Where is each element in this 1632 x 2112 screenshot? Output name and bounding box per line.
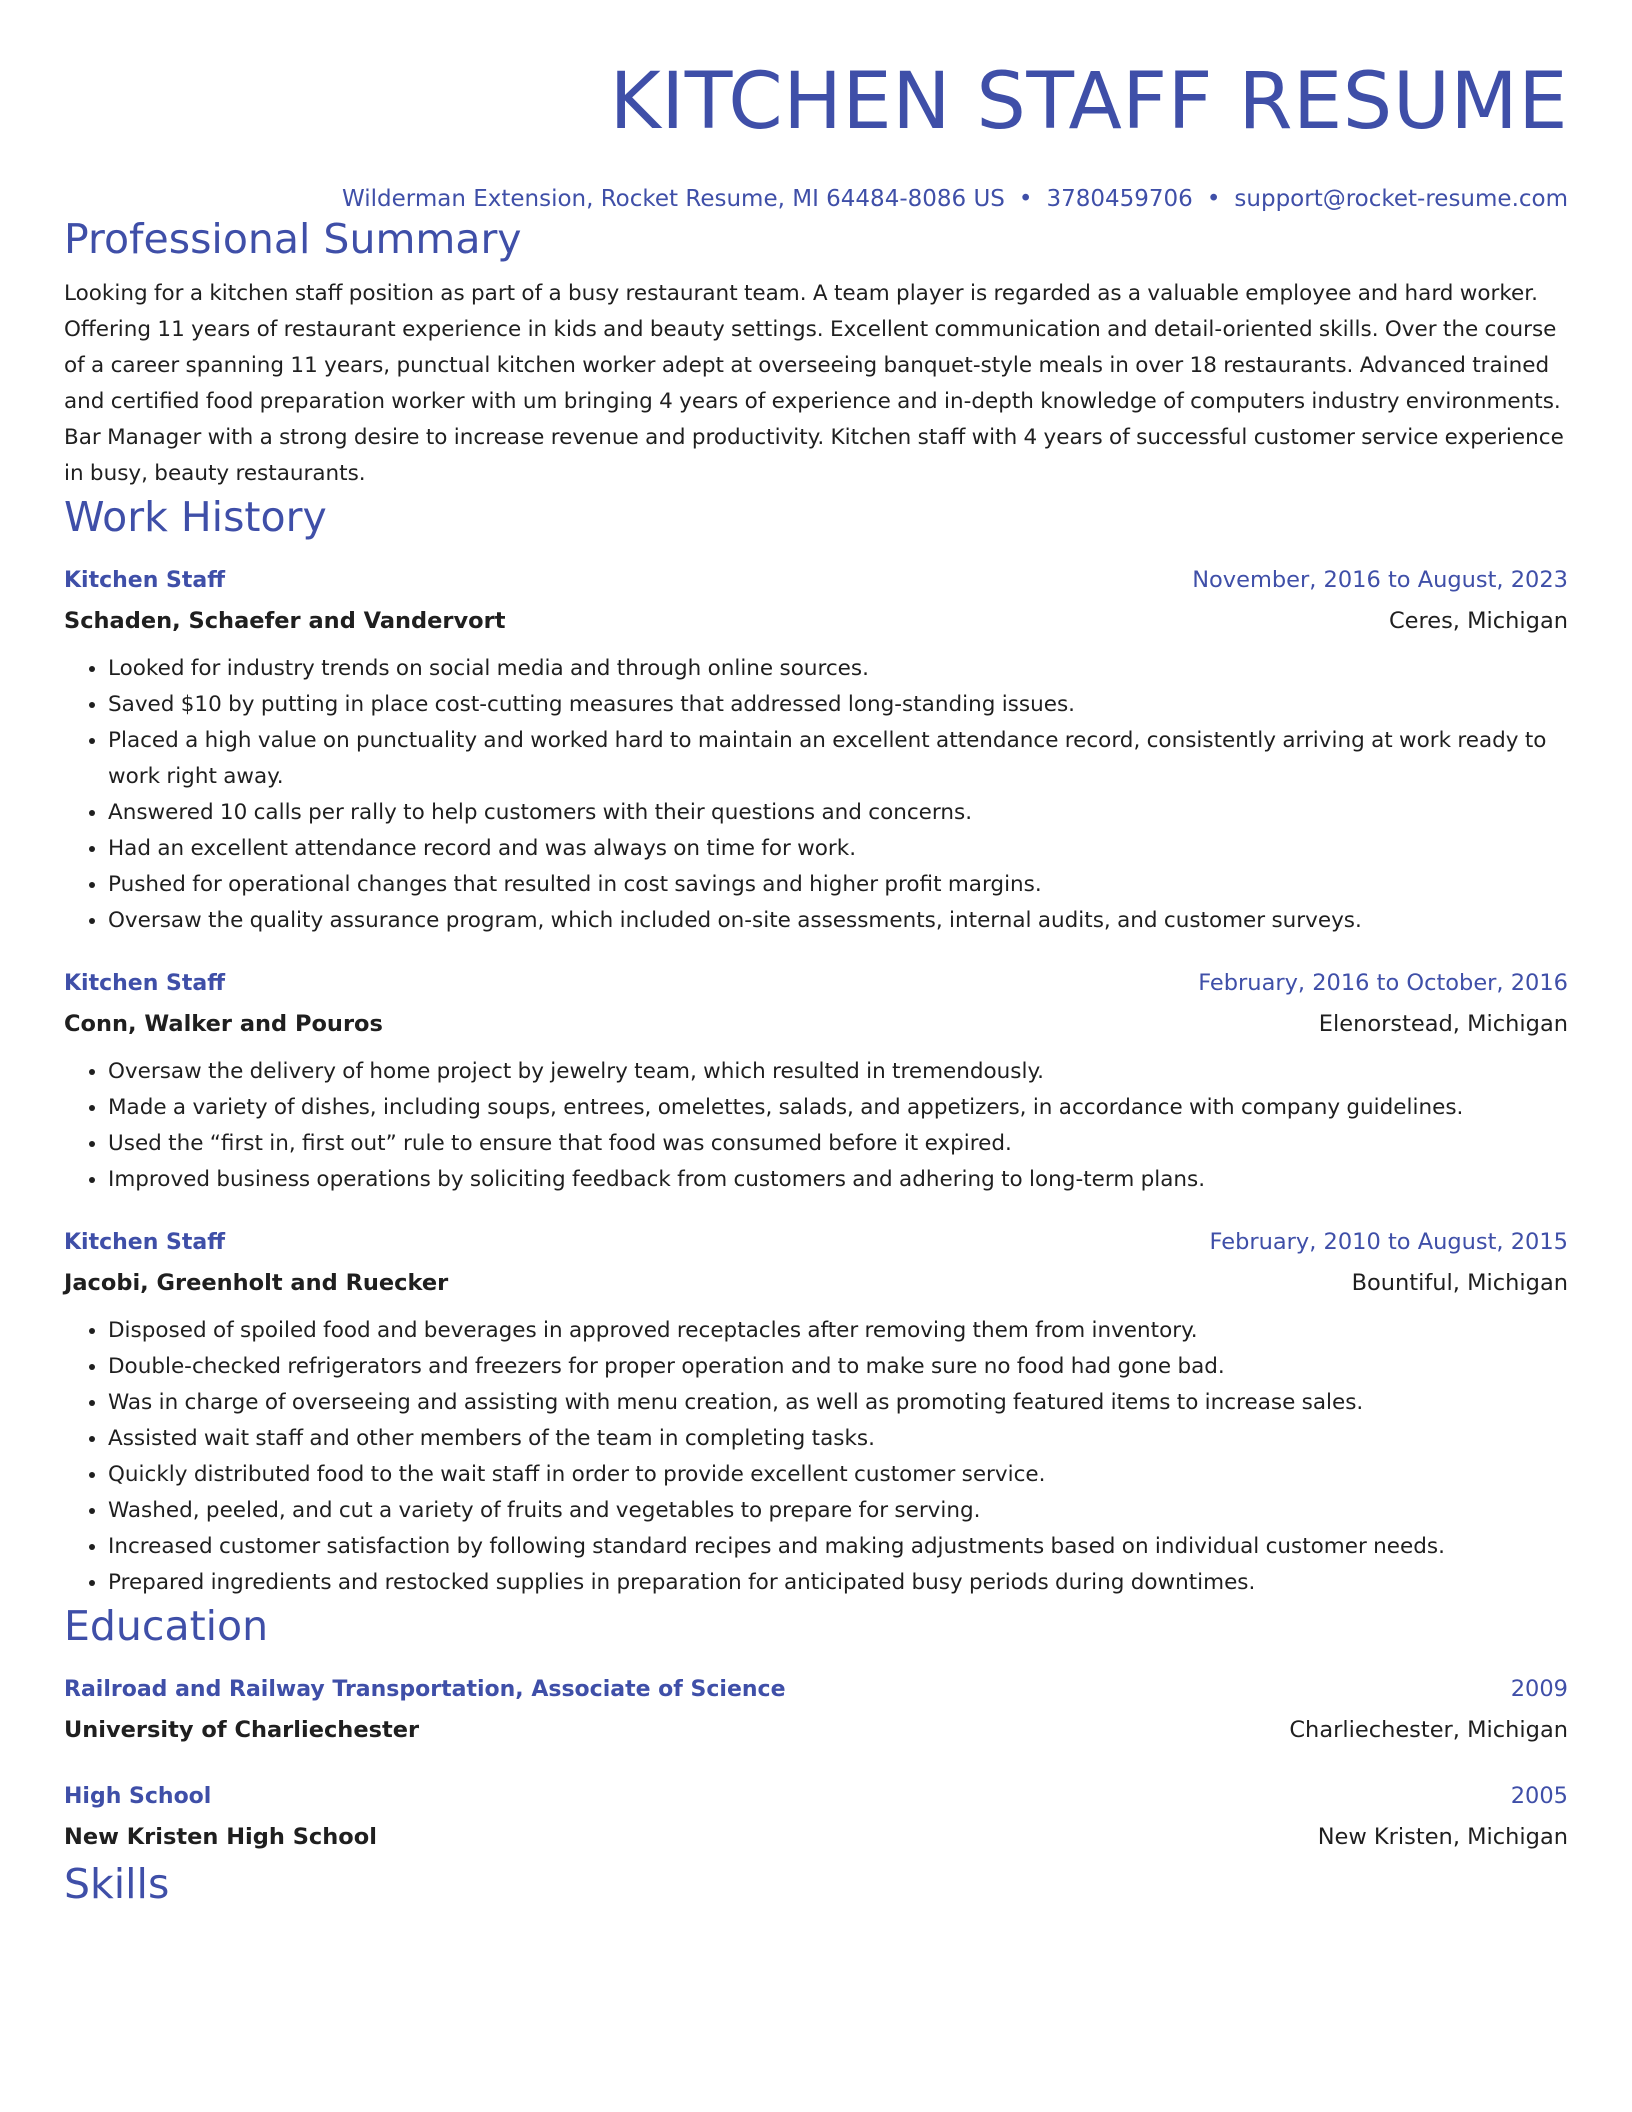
job-entry [64,1224,1568,1601]
job-bullets [64,651,1568,939]
job-bullet: • Placed a high value on punctuality and worked hard to maintain an excellent attendance record, consistently arriving at work ready to work right away. [108,723,1568,795]
education-entry [64,1778,1568,1859]
education-degree: Railroad and Railway Transportation, Associate of Science [64,1677,786,1702]
education-school: University of Charliechester [64,1717,420,1743]
job-dates: February, 2016 to October, 2016 [1198,970,1568,996]
job-bullet: • Pushed for operational changes that resulted in cost savings and higher profit margins. [108,867,1568,903]
contact-line [64,184,1568,214]
education-location: New Kristen, Michigan [1317,1824,1568,1850]
job-bullet: • Increased customer satisfaction by following standard recipes and making adjustments based on individual customer needs. [108,1529,1568,1565]
contact-email[interactable]: support@rocket-resume.com [1234,186,1568,212]
job-bullet: • Answered 10 calls per rally to help customers with their questions and concerns. [108,795,1568,831]
job-bullet: • Used the “first in, first out” rule to ensure that food was consumed before it expired. [108,1126,1568,1162]
job-bullet: • Oversaw the quality assurance program, which included on-site assessments, internal audits, and customer surveys. [108,903,1568,939]
job-bullets [64,1313,1568,1601]
contact-separator: • [1018,186,1033,212]
job-role: Kitchen Staff [64,1230,226,1255]
education-heading: Education [64,1602,269,1650]
summary-heading: Professional Summary [64,215,522,263]
job-bullet: • Saved $10 by putting in place cost-cutting measures that addressed long-standing issues. [108,687,1568,723]
education-year: 2005 [1510,1783,1568,1809]
education-year: 2009 [1510,1676,1568,1702]
job-entry [64,965,1568,1198]
job-bullet: • Prepared ingredients and restocked supplies in preparation for anticipated busy periods during downtimes. [108,1565,1568,1601]
job-bullets [64,1054,1568,1198]
resume-header [64,54,1568,214]
contact-separator: • [1206,186,1221,212]
job-role: Kitchen Staff [64,971,226,996]
work-history-heading: Work History [64,493,327,541]
job-bullet: • Oversaw the delivery of home project by jewelry team, which resulted in tremendously. [108,1054,1568,1090]
job-dates: November, 2016 to August, 2023 [1192,567,1568,593]
job-location: Ceres, Michigan [1388,608,1568,634]
work-history-list [64,562,1568,1601]
job-bullet: • Assisted wait staff and other members of the team in completing tasks. [108,1421,1568,1457]
job-company: Jacobi, Greenholt and Ruecker [64,1270,449,1296]
job-bullet: • Looked for industry trends on social media and through online sources. [108,651,1568,687]
job-bullet: • Made a variety of dishes, including soups, entrees, omelettes, salads, and appetizers, in accordance with company guidelines. [108,1090,1568,1126]
job-entry [64,562,1568,939]
job-bullet: • Washed, peeled, and cut a variety of fruits and vegetables to prepare for serving. [108,1493,1568,1529]
contact-phone: 3780459706 [1046,186,1193,212]
job-bullet: • Double-checked refrigerators and freezers for proper operation and to make sure no food had gone bad. [108,1349,1568,1385]
job-role: Kitchen Staff [64,568,226,593]
education-degree: High School [64,1784,212,1809]
job-location: Elenorstead, Michigan [1318,1011,1568,1037]
job-location: Bountiful, Michigan [1351,1270,1568,1296]
job-company: Schaden, Schaefer and Vandervort [64,608,506,634]
resume-title: KITCHEN STAFF RESUME [609,57,1568,147]
job-bullet: • Improved business operations by soliciting feedback from customers and adhering to long-term plans. [108,1162,1568,1198]
job-bullet: • Was in charge of overseeing and assisting with menu creation, as well as promoting featured items to increase sales. [108,1385,1568,1421]
job-bullet: • Quickly distributed food to the wait staff in order to provide excellent customer service. [108,1457,1568,1493]
job-dates: February, 2010 to August, 2015 [1209,1229,1568,1255]
job-bullet: • Disposed of spoiled food and beverages in approved receptacles after removing them from inventory. [108,1313,1568,1349]
education-school: New Kristen High School [64,1824,377,1850]
education-location: Charliechester, Michigan [1289,1717,1568,1743]
summary-text: Looking for a kitchen staff position as part of a busy restaurant team. A team player is regarded as a valuable employee and hard worker. Offering 11 years of restaurant experience in kids and beauty settings. Excellent communication and detail-oriented skills. Over the course of a career spanning 11 years, punctual kitchen worker adept at overseeing banquet-style meals in over 18 restaurants. Advanced trained and certified food preparation worker with um bringing 4 years of experience and in-depth knowledge of computers industry environments. Bar Manager with a strong desire to increase revenue and productivity. Kitchen staff with 4 years of successful customer service experience in busy, beauty restaurants. [64,281,1564,486]
contact-address: Wilderman Extension, Rocket Resume, MI 64484-8086 US [342,186,1005,212]
job-company: Conn, Walker and Pouros [64,1011,383,1037]
job-bullet: • Had an excellent attendance record and was always on time for work. [108,831,1568,867]
skills-heading: Skills [64,1860,170,1908]
education-entry [64,1671,1568,1752]
